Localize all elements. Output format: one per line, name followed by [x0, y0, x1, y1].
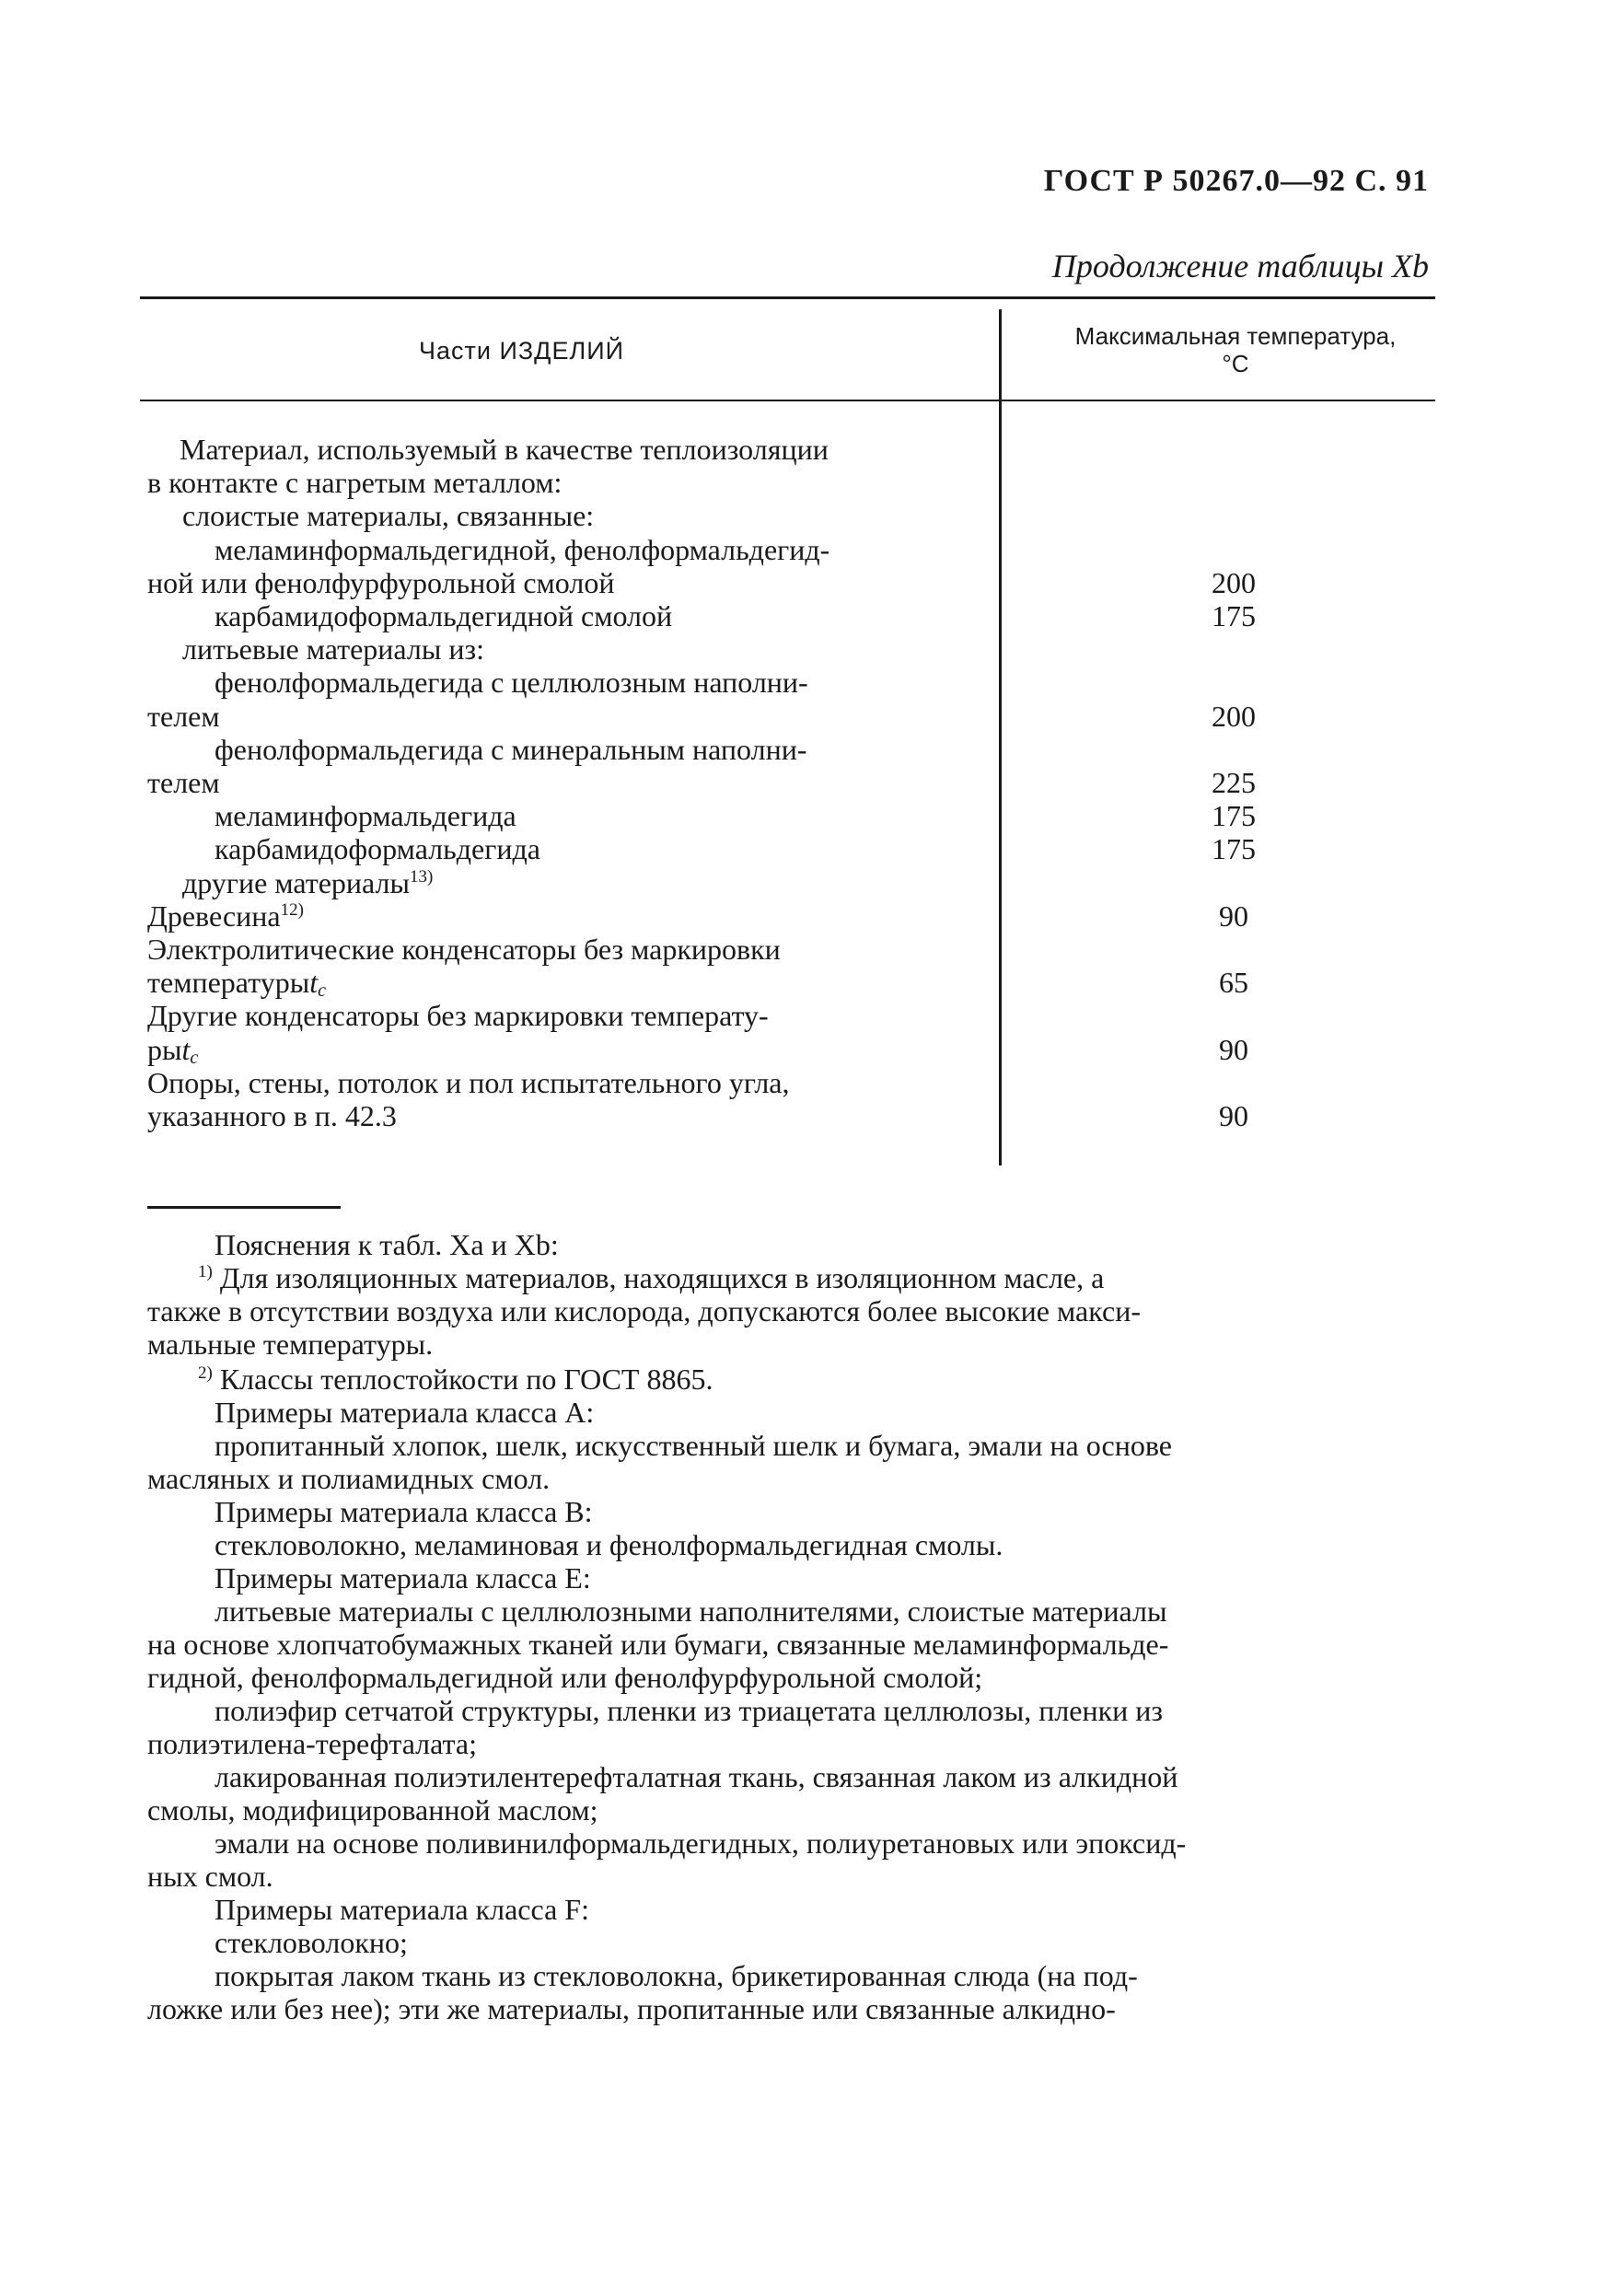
- row-text: ры: [147, 1033, 182, 1066]
- table-row: [182, 499, 987, 532]
- table-row: [215, 666, 987, 699]
- row-text: телем: [147, 766, 220, 799]
- class-a-line-2: масляных и полиамидных смол.: [147, 1462, 551, 1495]
- max-temperature-value: 175: [1212, 799, 1256, 832]
- class-f-heading: Примеры материала класса F:: [215, 1893, 589, 1926]
- table-row: [147, 466, 987, 499]
- row-text: указанного в п. 42.3: [147, 1099, 397, 1132]
- temperature-symbol: t: [309, 966, 319, 999]
- page-header: ГОСТ Р 50267.0—92 С. 91: [1043, 164, 1429, 198]
- table-row: [215, 533, 987, 566]
- row-text: в контакте с нагретым металлом:: [147, 466, 563, 499]
- table-row: [147, 700, 987, 733]
- column-header-parts: Части ИЗДЕЛИЙ: [419, 337, 625, 365]
- row-text: Опоры, стены, потолок и пол испытательного угла,: [147, 1066, 790, 1099]
- row-text: карбамидоформальдегидной смолой: [215, 599, 673, 632]
- temperature-subscript: c: [190, 1048, 199, 1068]
- row-text: Древесина: [147, 899, 281, 933]
- notes-title: Пояснения к табл. Xa и Xb:: [215, 1228, 559, 1261]
- class-f-line-3: ложке или без нее); эти же материалы, пропитанные или связанные алкидно-: [147, 1992, 1116, 2025]
- row-text: температуры: [147, 966, 310, 999]
- max-temperature-value: 90: [1219, 1099, 1248, 1132]
- table-row: [147, 1099, 987, 1132]
- class-e-line-4: полиэфир сетчатой структуры, пленки из триацетата целлюлозы, пленки из: [215, 1694, 1164, 1727]
- footnote-mark: 12): [280, 900, 304, 920]
- row-text: фенолформальдегида с минеральным наполни-: [215, 733, 807, 766]
- class-e-line-7: смолы, модифицированной маслом;: [147, 1793, 598, 1826]
- class-e-line-1: литьевые материалы с целлюлозными наполнителями, слоистые материалы: [215, 1594, 1167, 1628]
- class-e-line-9: ных смол.: [147, 1860, 273, 1893]
- note-1-text: Для изоляционных материалов, находящихся в изоляционном масле, а: [219, 1261, 1105, 1294]
- table-continuation-title: Продолжение таблицы Xb: [1051, 248, 1429, 284]
- table-row: [215, 733, 987, 766]
- class-f-line-2: покрытая лаком ткань из стекловолокна, брикетированная слюда (на под-: [215, 1959, 1138, 1992]
- max-temperature-value: 90: [1219, 1033, 1248, 1066]
- max-temperature-value: 225: [1212, 766, 1256, 799]
- table-top-rule: [140, 296, 1435, 299]
- row-text: меламинформальдегида: [215, 799, 516, 832]
- table-row: [215, 599, 987, 632]
- footnote-separator: [147, 1206, 341, 1209]
- table-row: [147, 1033, 987, 1066]
- table-row: [147, 899, 987, 933]
- table-row: [147, 766, 987, 799]
- note-1-line-2: также в отсутствии воздуха или кислорода, допускаются более высокие макси-: [147, 1294, 1141, 1328]
- note-2-text: Классы теплостойкости по ГОСТ 8865.: [219, 1363, 713, 1396]
- class-e-line-8: эмали на основе поливинилформальдегидных, полиуретановых или эпоксид-: [215, 1826, 1187, 1860]
- max-temperature-value: 175: [1212, 599, 1256, 632]
- note-1-line-1: [198, 1261, 1104, 1294]
- class-f-line-1: стекловолокно;: [215, 1926, 408, 1959]
- row-text: Другие конденсаторы без маркировки температу-: [147, 999, 769, 1032]
- table-row: [147, 999, 987, 1032]
- table-row: [147, 966, 987, 999]
- table-row: [147, 1066, 987, 1099]
- note-2-mark: 2): [198, 1363, 213, 1383]
- note-2-line-1: [198, 1363, 713, 1396]
- table-row: [182, 866, 987, 899]
- note-1-line-3: мальные температуры.: [147, 1328, 434, 1361]
- row-text: ной или фенолфурфурольной смолой: [147, 566, 615, 599]
- table-row: [215, 832, 987, 865]
- row-text: Материал, используемый в качестве теплоизоляции: [180, 433, 829, 466]
- note-1-mark: 1): [198, 1262, 213, 1281]
- max-temperature-value: 200: [1212, 700, 1256, 733]
- class-a-line-1: пропитанный хлопок, шелк, искусственный шелк и бумага, эмали на основе: [215, 1429, 1172, 1462]
- class-e-line-2: на основе хлопчатобумажных тканей или бумаги, связанные меламинформальде-: [147, 1628, 1169, 1661]
- table-row: [147, 566, 987, 599]
- row-text: литьевые материалы из:: [182, 632, 485, 666]
- row-text: другие материалы: [182, 866, 410, 899]
- class-a-heading: Примеры материала класса А:: [215, 1396, 595, 1429]
- table-column-divider: [999, 309, 1002, 1165]
- max-temperature-value: 200: [1212, 566, 1256, 599]
- table-row: [182, 632, 987, 666]
- row-text: Электролитические конденсаторы без маркировки: [147, 933, 781, 966]
- class-b-heading: Примеры материала класса В:: [215, 1495, 593, 1528]
- class-e-heading: Примеры материала класса Е:: [215, 1561, 591, 1594]
- class-b-line-1: стекловолокно, меламиновая и фенолформальдегидная смолы.: [215, 1528, 1003, 1561]
- class-e-line-3: гидной, фенолформальдегидной или фенолфурфурольной смолой;: [147, 1661, 983, 1694]
- row-text: меламинформальдегидной, фенолформальдегид-: [215, 533, 830, 566]
- table-row: [180, 433, 987, 466]
- row-text: карбамидоформальдегида: [215, 832, 540, 865]
- column-header-temperature-line1: Максимальная температура,: [1074, 322, 1397, 350]
- column-header-temperature-unit: °С: [1222, 350, 1249, 377]
- temperature-symbol: t: [181, 1033, 191, 1066]
- table-row: [147, 933, 987, 966]
- table-row: [215, 799, 987, 832]
- table-header-rule: [140, 400, 1435, 401]
- footnote-mark: 13): [409, 867, 434, 887]
- row-text: фенолформальдегида с целлюлозным наполни-: [215, 666, 808, 699]
- temperature-subscript: c: [318, 980, 326, 1001]
- max-temperature-value: 90: [1219, 899, 1248, 933]
- class-e-line-6: лакированная полиэтилентерефталатная ткань, связанная лаком из алкидной: [215, 1760, 1178, 1793]
- column-header-temperature: [1015, 322, 1456, 377]
- row-text: слоистые материалы, связанные:: [182, 499, 595, 532]
- max-temperature-value: 65: [1219, 966, 1248, 999]
- max-temperature-value: 175: [1212, 832, 1256, 865]
- class-e-line-5: полиэтилена-терефталата;: [147, 1727, 477, 1760]
- row-text: телем: [147, 700, 220, 733]
